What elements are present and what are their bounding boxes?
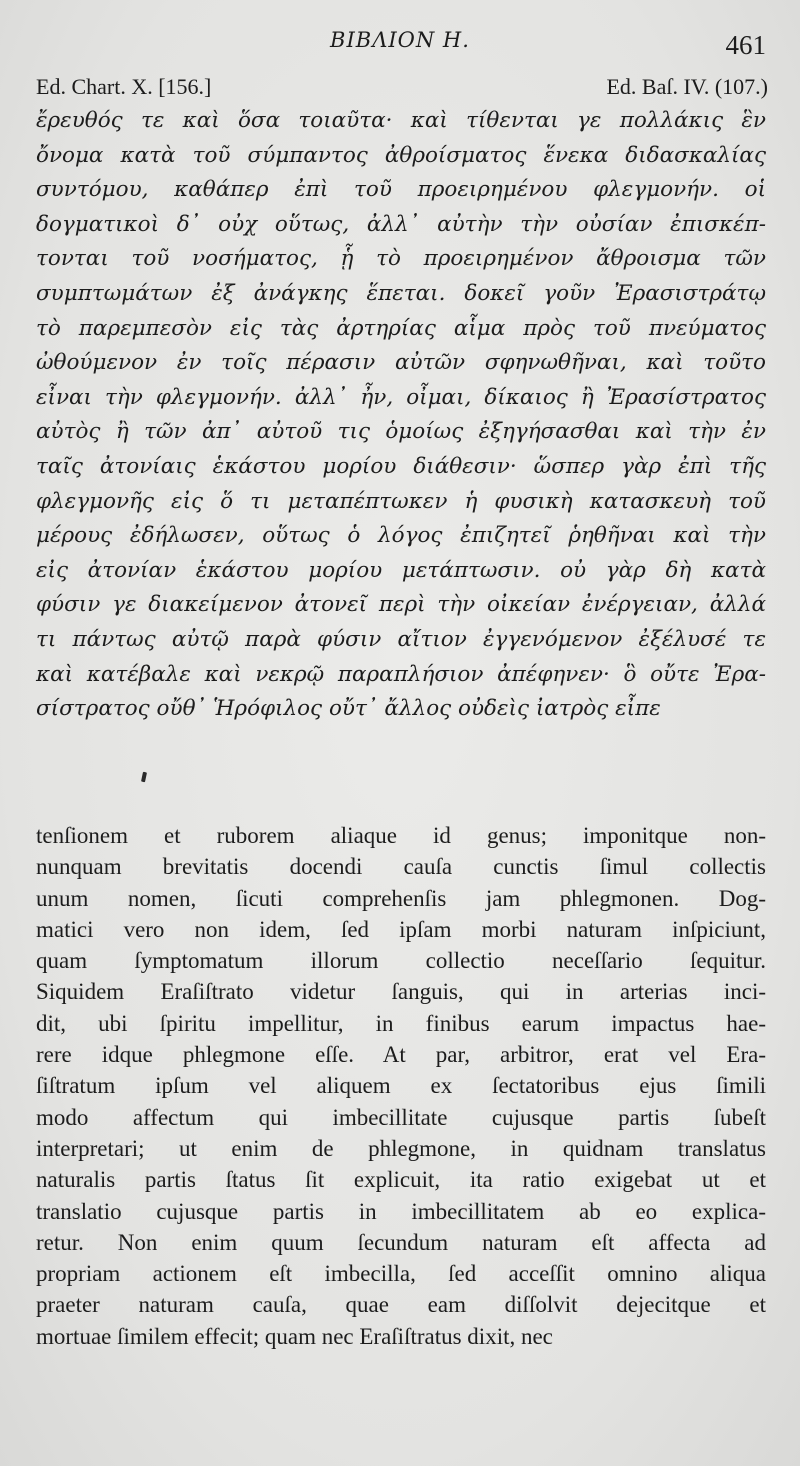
- latin-text-block: [36, 820, 766, 1352]
- greek-line: φύσιν γε διακείμενον ἀτονεῖ περὶ τὴν οἰκείαν ἐνέργειαν, ἀλλά: [36, 592, 766, 618]
- greek-line: φλεγμονῆς εἰς ὅ τι μεταπέπτωκεν ἡ φυσικὴ κατασκευὴ τοῦ: [36, 488, 766, 514]
- greek-line: τὸ παρεμπεσὸν εἰς τὰς ἀρτηρίας αἷμα πρὸς τοῦ πνεύματος: [36, 315, 766, 341]
- ink-mark: [141, 772, 147, 783]
- latin-line: rere idque phlegmone eſſe. At par, arbitror, erat vel Era-: [36, 1042, 766, 1068]
- greek-line: δογματικοὶ δ᾽ οὐχ οὕτως, ἀλλ᾽ αὐτὴν τὴν οὐσίαν ἐπισκέπ-: [36, 211, 766, 237]
- latin-line: interpretari; ut enim de phlegmone, in quidnam translatus: [36, 1135, 766, 1161]
- greek-line: μέρους ἐδήλωσεν, οὕτως ὁ λόγος ἐπιζητεῖ ῥηθῆναι καὶ τὴν: [36, 523, 766, 549]
- latin-line: matici vero non idem, ſed ipſam morbi naturam inſpiciunt,: [36, 916, 766, 942]
- greek-line: ὠθούμενον ἐν τοῖς πέρασιν αὐτῶν σφηνωθῆναι, καὶ τοῦτο: [36, 350, 766, 376]
- greek-text-block: [36, 104, 766, 727]
- greek-line: συμπτωμάτων ἐξ ἀνάγκης ἕπεται. δοκεῖ γοῦν Ἐρασιστράτῳ: [36, 280, 766, 306]
- latin-line: praeter naturam cauſa, quae eam diſſolvit dejecitque et: [36, 1292, 766, 1318]
- page-number: 461: [725, 30, 766, 60]
- greek-line: ἔρευθός τε καὶ ὅσα τοιαῦτα· καὶ τίθενται γε πολλάκις ἓν: [36, 108, 766, 133]
- edition-reference-basel: Ed. Baſ. IV. (107.): [606, 74, 768, 99]
- latin-line: nunquam brevitatis docendi cauſa cunctis ſimul collectis: [36, 854, 766, 880]
- latin-line: ſiſtratum ipſum vel aliquem ex ſectatoribus ejus ſimili: [36, 1073, 766, 1099]
- latin-line: unum nomen, ſicuti comprehenſis jam phlegmonen. Dog-: [36, 885, 766, 911]
- latin-line: propriam actionem eſt imbecilla, ſed acceſſit omnino aliqua: [36, 1261, 766, 1287]
- latin-line: Siquidem Eraſiſtrato videtur ſanguis, qui in arterias inci-: [36, 979, 766, 1005]
- greek-line: τι πάντως αὐτῷ παρὰ φύσιν αἴτιον ἐγγενόμενον ἐξέλυσέ τε: [36, 626, 766, 652]
- latin-line: translatio cujusque partis in imbecillitatem ab eo explica-: [36, 1198, 766, 1224]
- greek-line: αὐτὸς ἢ τῶν ἀπ᾽ αὐτοῦ τις ὁμοίως ἐξηγήσασθαι καὶ τὴν ἐν: [36, 419, 766, 445]
- greek-line: ταῖς ἀτονίαις ἑκάστου μορίου διάθεσιν· ὥσπερ γὰρ ἐπὶ τῆς: [36, 453, 766, 479]
- latin-line: quam ſymptomatum illorum collectio neceſſario ſequitur.: [36, 948, 766, 974]
- greek-line: τονται τοῦ νοσήματος, ᾗ τὸ προειρημένον ἄθροισμα τῶν: [36, 246, 766, 272]
- latin-line: mortuae ſimilem effecit; quam nec Eraſiſtratus dixit, nec: [36, 1323, 553, 1349]
- greek-line: ὄνομα κατὰ τοῦ σύμπαντος ἀθροίσματος ἕνεκα διδασκαλίας: [36, 142, 766, 168]
- greek-line: σίστρατος οὔθ᾽ Ἡρόφιλος οὔτ᾽ ἄλλος οὐδεὶς ἰατρὸς εἶπε: [36, 696, 661, 722]
- greek-line: καὶ κατέβαλε καὶ νεκρῷ παραπλήσιον ἀπέφηνεν· ὃ οὔτε Ἐρα-: [36, 661, 766, 687]
- latin-line: dit, ubi ſpiritu impellitur, in finibus earum impactus hae-: [36, 1010, 766, 1036]
- running-title: ΒΙΒΛΙΟΝ Η.: [330, 28, 470, 52]
- latin-line: retur. Non enim quum ſecundum naturam eſt affecta ad: [36, 1229, 766, 1255]
- latin-line: modo affectum qui imbecillitate cujusque partis ſubeſt: [36, 1104, 766, 1130]
- greek-line: εἶναι τὴν φλεγμονήν. ἀλλ᾽ ἦν, οἶμαι, δίκαιος ἢ Ἐρασίστρατος: [36, 384, 766, 410]
- latin-line: naturalis partis ſtatus ſit explicuit, ita ratio exigebat ut et: [36, 1167, 766, 1193]
- greek-line: εἰς ἀτονίαν ἑκάστου μορίου μετάπτωσιν. οὐ γὰρ δὴ κατὰ: [36, 557, 766, 583]
- edition-reference-chartier: Ed. Chart. X. [156.]: [36, 74, 212, 99]
- latin-line: tenſionem et ruborem aliaque id genus; imponitque non-: [36, 823, 766, 848]
- greek-line: συντόμου, καθάπερ ἐπὶ τοῦ προειρημένου φλεγμονήν. οἱ: [36, 177, 766, 203]
- edition-reference-line: [36, 74, 768, 104]
